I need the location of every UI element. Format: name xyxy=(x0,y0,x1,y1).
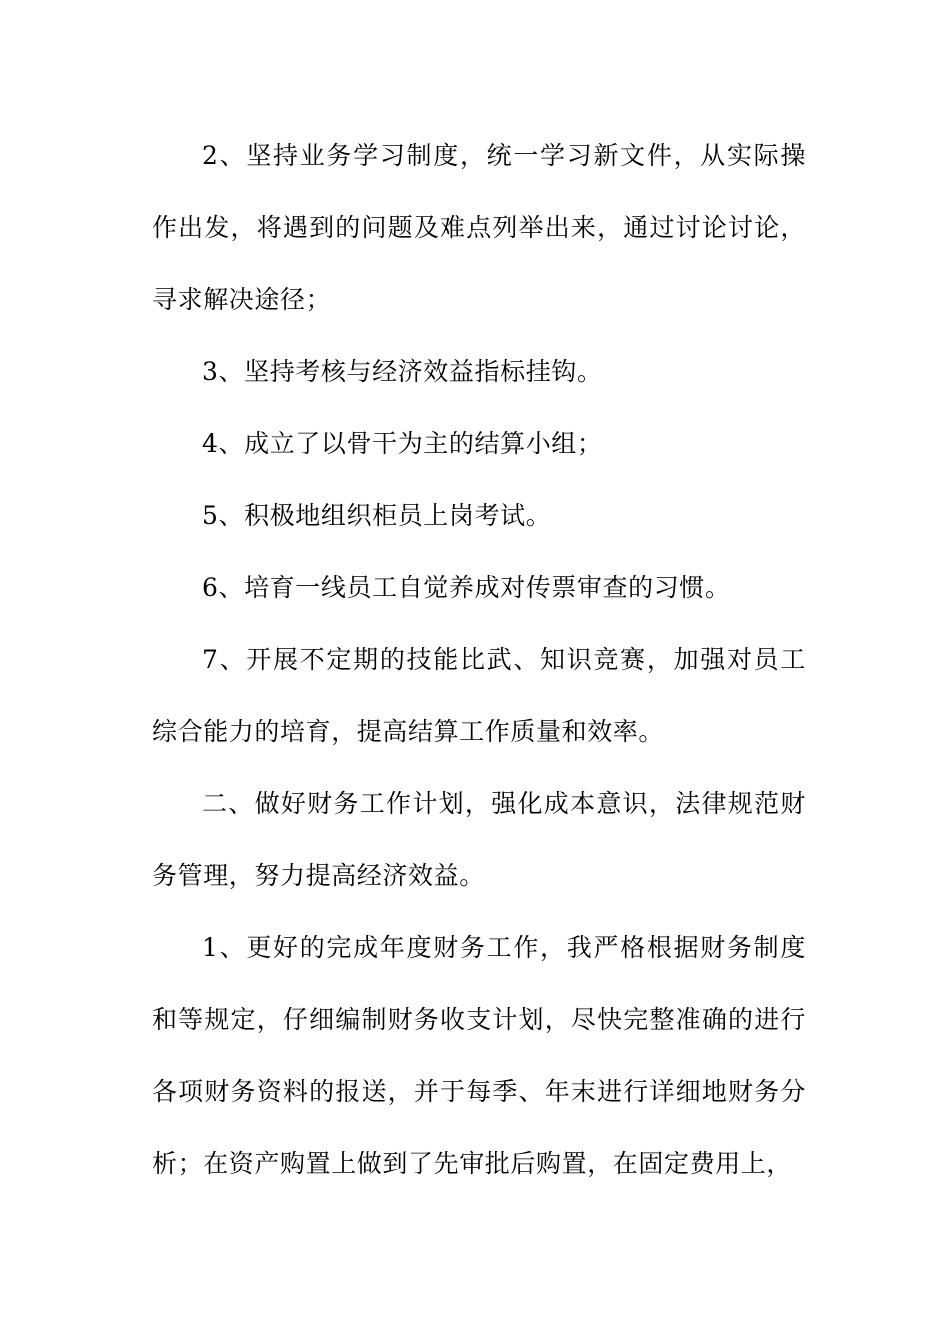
paragraph-item-2: 2、坚持业务学习制度，统一学习新文件，从实际操作出发，将遇到的问题及难点列举出来，通过讨论讨论，寻求解决途径； xyxy=(152,141,806,314)
paragraph-item-1: 1、更好的完成年度财务工作，我严格根据财务制度和等规定，仔细编制财务收支计划，尽快完整准确的进行各项财务资料的报送，并于每季、年末进行详细地财务分析；在资产购置上做到了先审批后购置，在固定费用上， xyxy=(152,933,806,1178)
paragraph-item-6: 6、培育一线员工自觉养成对传票审查的习惯。 xyxy=(202,573,731,602)
paragraph-item-3: 3、坚持考核与经济效益指标挂钩。 xyxy=(202,357,603,386)
paragraph-item-7: 7、开展不定期的技能比武、知识竞赛，加强对员工综合能力的培育，提高结算工作质量和效率。 xyxy=(152,645,806,746)
section-heading-2: 二、做好财务工作计划，强化成本意识，法律规范财务管理，努力提高经济效益。 xyxy=(152,789,806,890)
paragraph-item-4: 4、成立了以骨干为主的结算小组； xyxy=(202,429,603,458)
document-body xyxy=(152,120,806,1200)
paragraph-item-5: 5、积极地组织柜员上岗考试。 xyxy=(202,501,552,530)
